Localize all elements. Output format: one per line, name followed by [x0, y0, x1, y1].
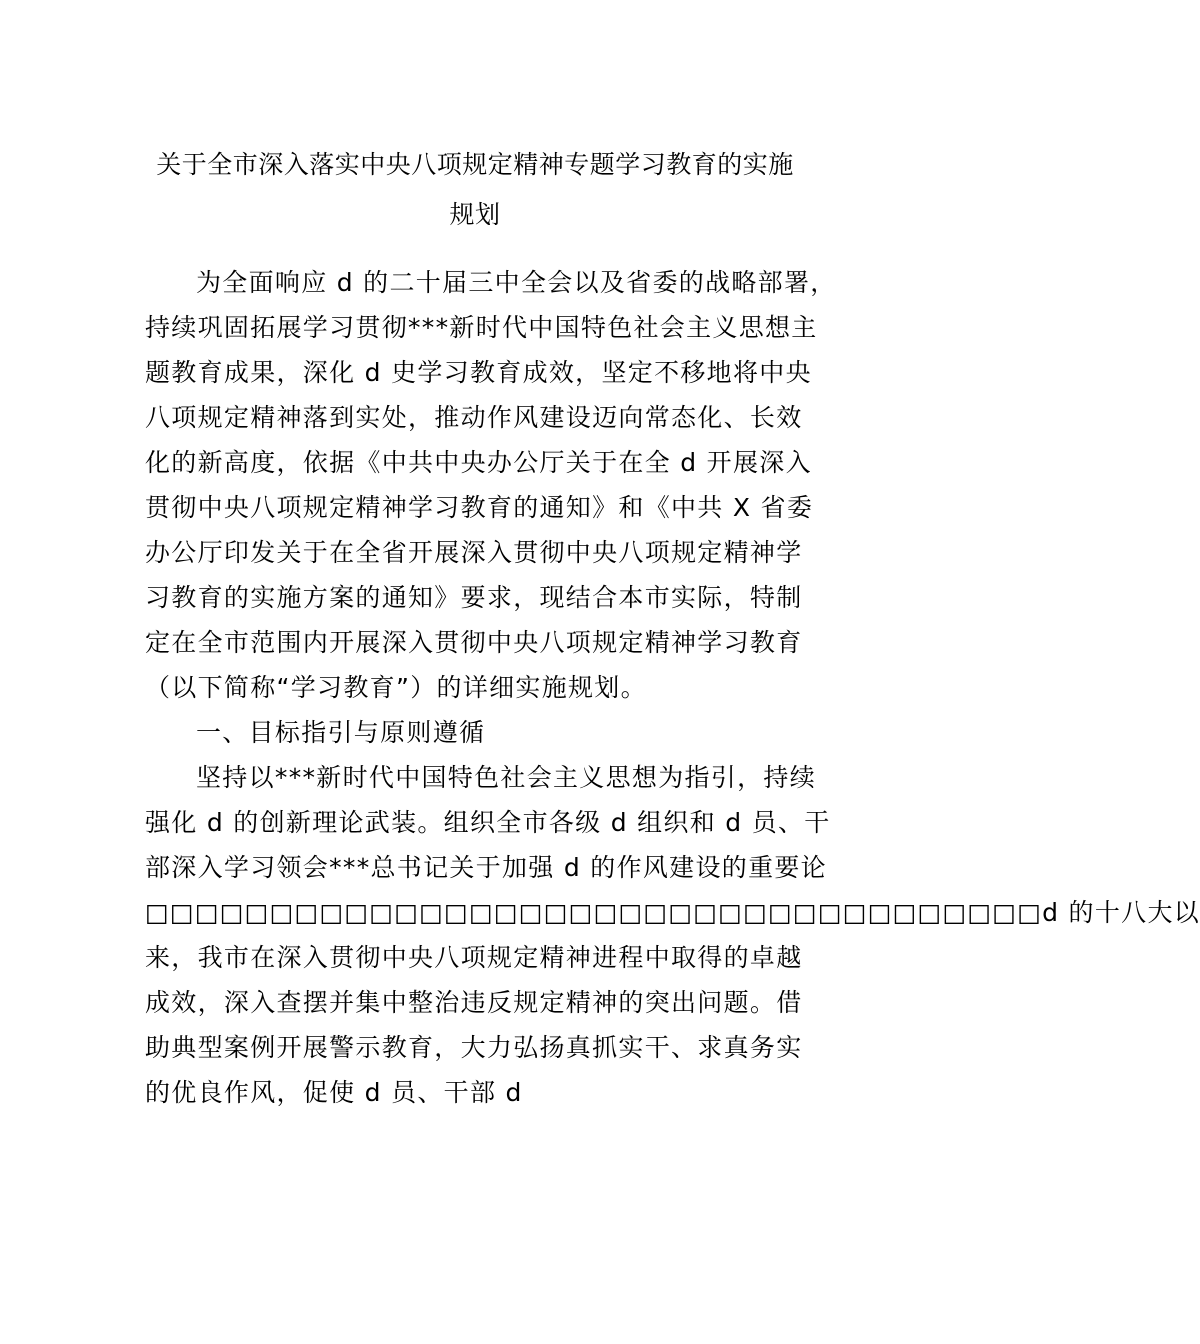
paragraph-1-line-10: （以下简称“学习教育”）的详细实施规划。 [145, 673, 647, 702]
paragraph-1-line-9: 定在全市范围内开展深入贯彻中央八项规定精神学习教育 [145, 628, 803, 657]
paragraph-2-line-4: □□□□□□□□□□□□□□□□□□□□□□□□□□□□□□□□□□□□d 的十八大以 [145, 898, 1200, 927]
document-title-line-1: 关于全市深入落实中央八项规定精神专题学习教育的实施 [156, 150, 794, 179]
document-title-line-2: 规划 [449, 200, 501, 229]
paragraph-1-line-7: 办公厅印发关于在全省开展深入贯彻中央八项规定精神学 [145, 538, 803, 567]
paragraph-1-line-3: 题教育成果，深化 d 史学习教育成效，坚定不移地将中央 [145, 358, 812, 387]
paragraph-1-line-5: 化的新高度，依据《中共中央办公厅关于在全 d 开展深入 [145, 448, 812, 477]
paragraph-2-line-2: 强化 d 的创新理论武装。组织全市各级 d 组织和 d 员、干 [145, 808, 831, 837]
paragraph-1-line-2: 持续巩固拓展学习贯彻***新时代中国特色社会主义思想主 [145, 313, 818, 342]
paragraph-2-line-6: 成效，深入查摆并集中整治违反规定精神的突出问题。借 [145, 988, 803, 1017]
paragraph-2-line-8: 的优良作风，促使 d 员、干部 d [145, 1078, 523, 1107]
paragraph-1-line-8: 习教育的实施方案的通知》要求，现结合本市实际，特制 [145, 583, 803, 612]
section-heading-1: 一、目标指引与原则遵循 [196, 718, 486, 747]
paragraph-1-line-1: 为全面响应 d 的二十届三中全会以及省委的战略部署， [196, 268, 837, 297]
paragraph-1-line-6: 贯彻中央八项规定精神学习教育的通知》和《中共 X 省委 [145, 493, 814, 522]
paragraph-2-line-3: 部深入学习领会***总书记关于加强 d 的作风建设的重要论 [145, 853, 827, 882]
paragraph-2-line-1: 坚持以***新时代中国特色社会主义思想为指引，持续 [196, 763, 817, 792]
paragraph-1-line-4: 八项规定精神落到实处，推动作风建设迈向常态化、长效 [145, 403, 803, 432]
paragraph-2-line-7: 助典型案例开展警示教育，大力弘扬真抓实干、求真务实 [145, 1033, 803, 1062]
paragraph-2-line-5: 来，我市在深入贯彻中央八项规定精神进程中取得的卓越 [145, 943, 803, 972]
